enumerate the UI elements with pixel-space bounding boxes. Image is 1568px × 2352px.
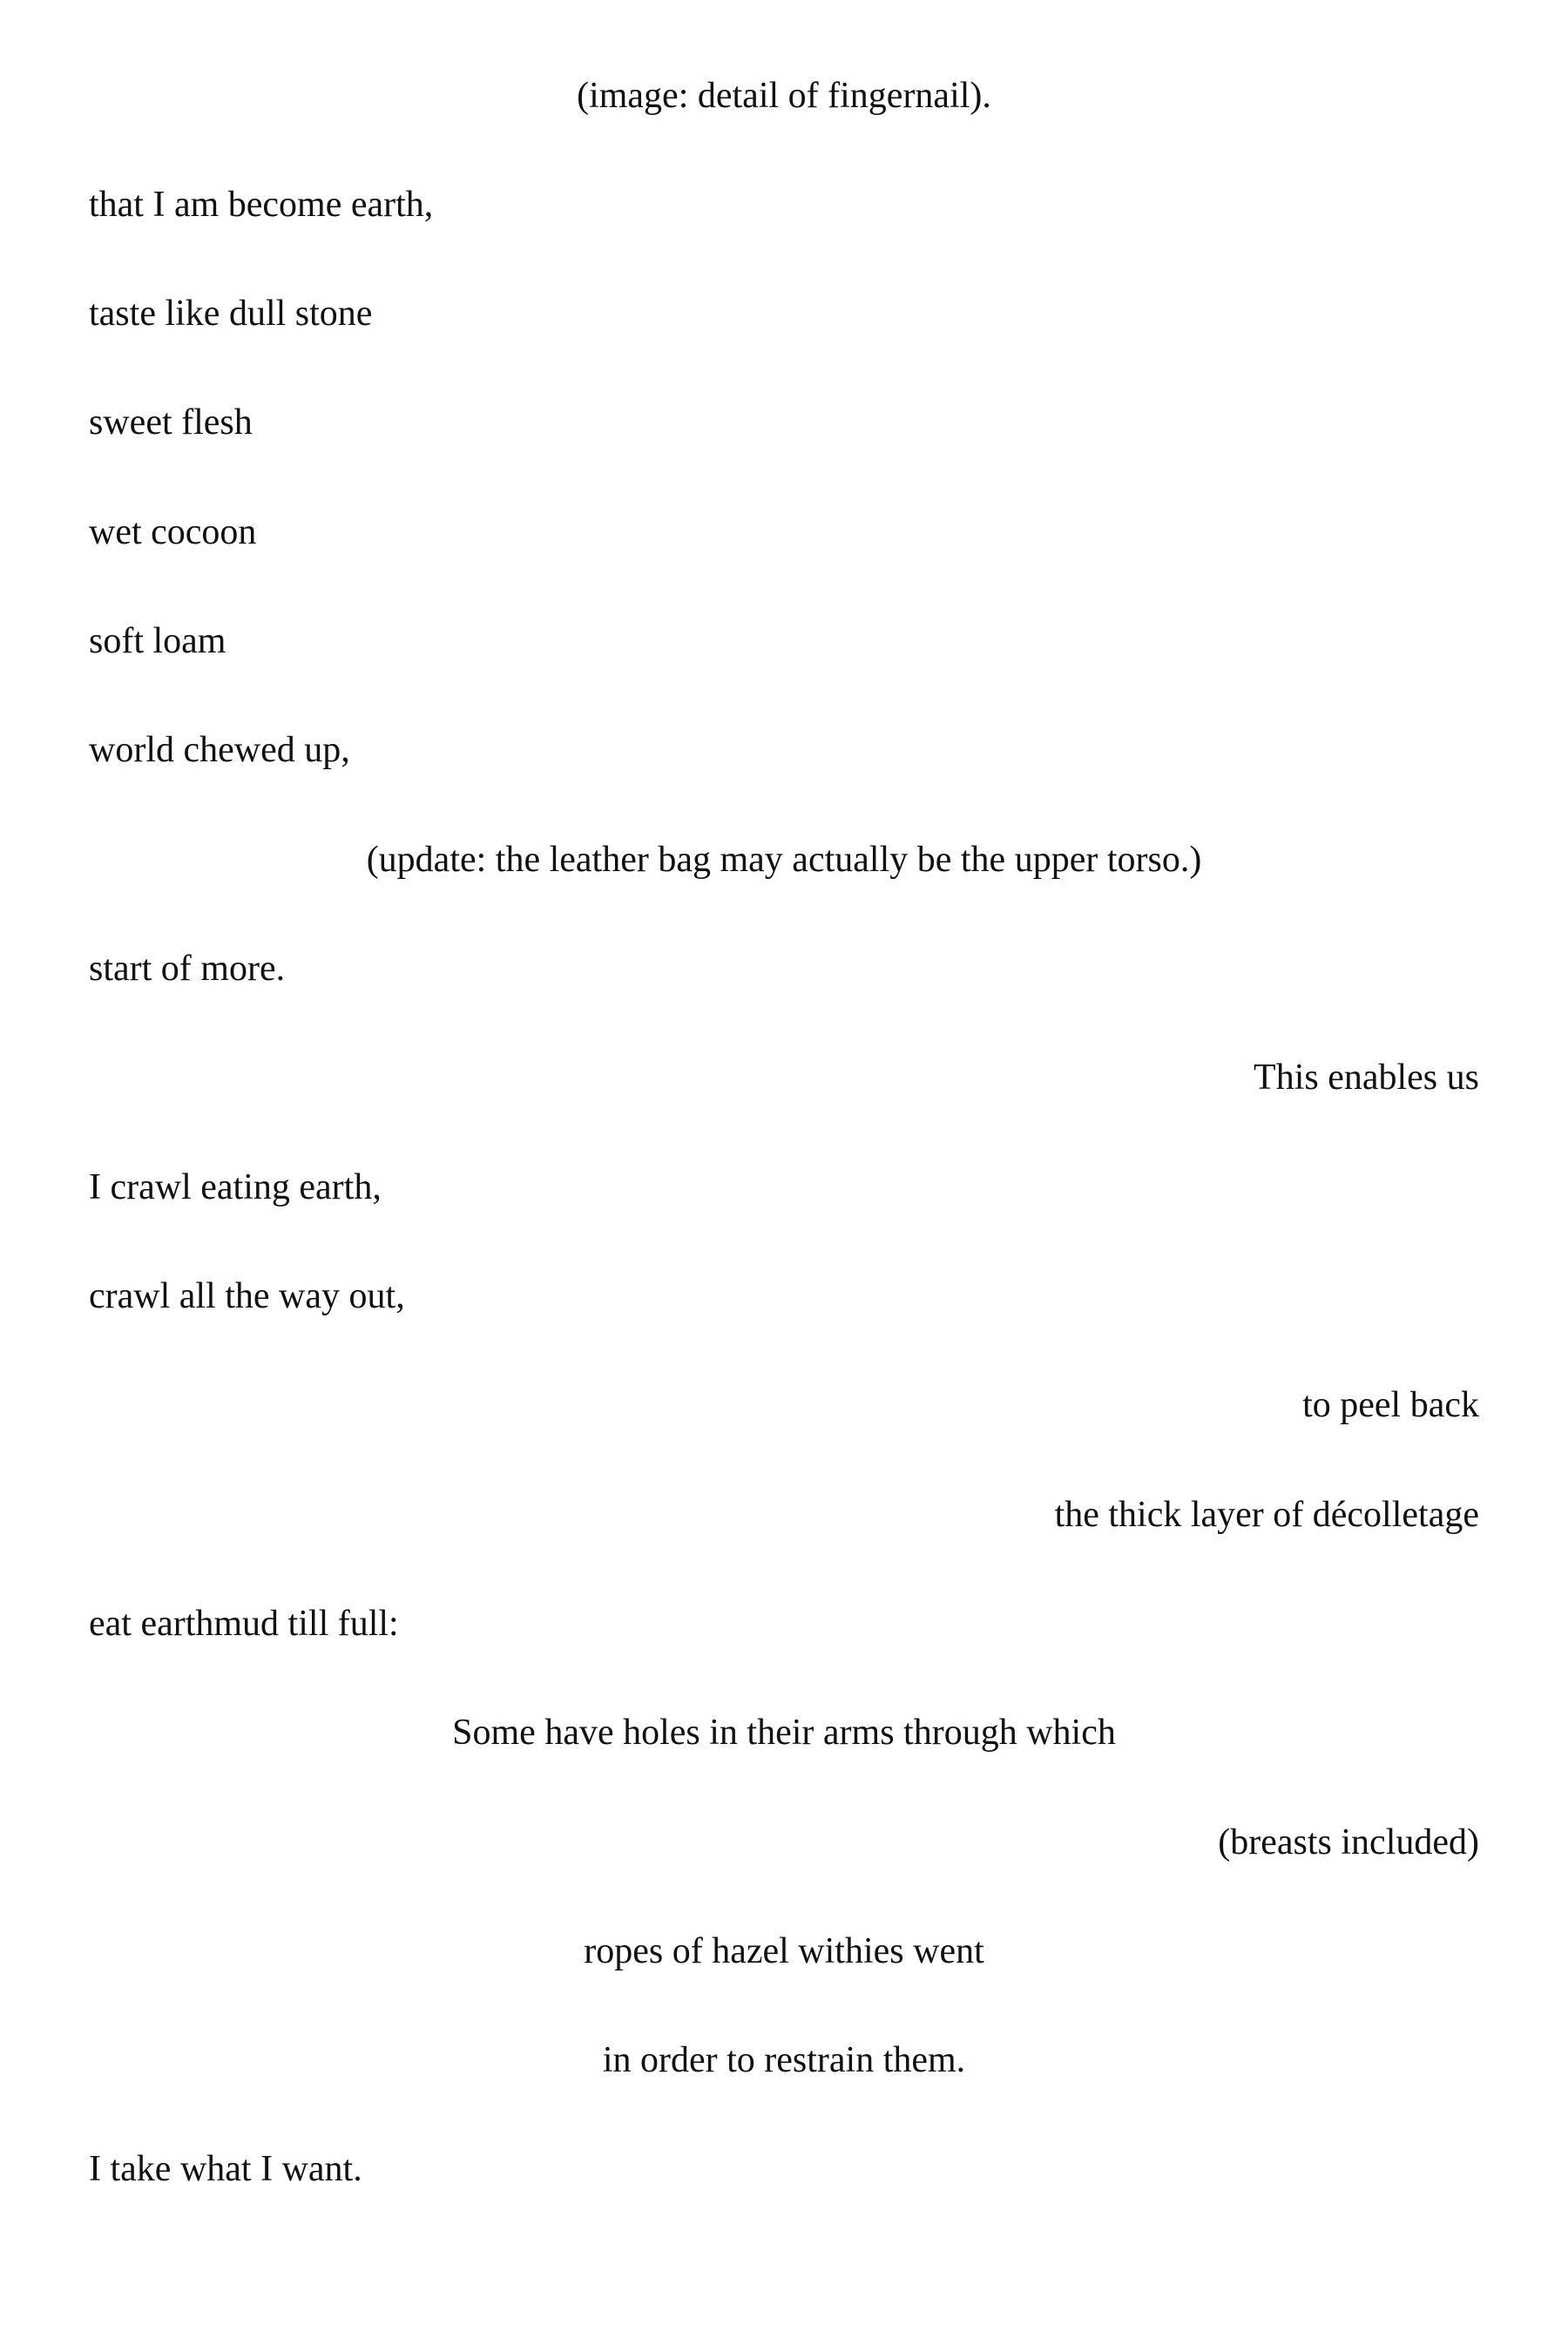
poem-line-12: crawl all the way out, (89, 1276, 405, 1316)
poem-line-9: start of more. (89, 949, 286, 989)
poem-line-16: Some have holes in their arms through which (452, 1713, 1116, 1753)
poem-line-5: wet cocoon (89, 512, 257, 552)
poem-line-2: that I am become earth, (89, 185, 434, 225)
poem-line-10: This enables us (1254, 1058, 1479, 1098)
poem-line-6: soft loam (89, 621, 226, 661)
poem-line-1: (image: detail of fingernail). (577, 76, 991, 116)
poem-line-17: (breasts included) (1218, 1822, 1479, 1862)
poem-line-18: ropes of hazel withies went (584, 1931, 984, 1971)
poem-line-20: I take what I want. (89, 2149, 362, 2189)
poem-line-19: in order to restrain them. (602, 2040, 966, 2080)
poem-line-4: sweet flesh (89, 402, 253, 443)
poem-line-15: eat earthmud till full: (89, 1604, 399, 1644)
poem-line-8: (update: the leather bag may actually be the upper torso.) (366, 840, 1202, 880)
poem-line-13: to peel back (1302, 1385, 1479, 1425)
poem-line-11: I crawl eating earth, (89, 1167, 382, 1207)
poem-line-3: taste like dull stone (89, 294, 373, 334)
poem-line-7: world chewed up, (89, 730, 350, 770)
poem-line-14: the thick layer of décolletage (1054, 1495, 1479, 1535)
